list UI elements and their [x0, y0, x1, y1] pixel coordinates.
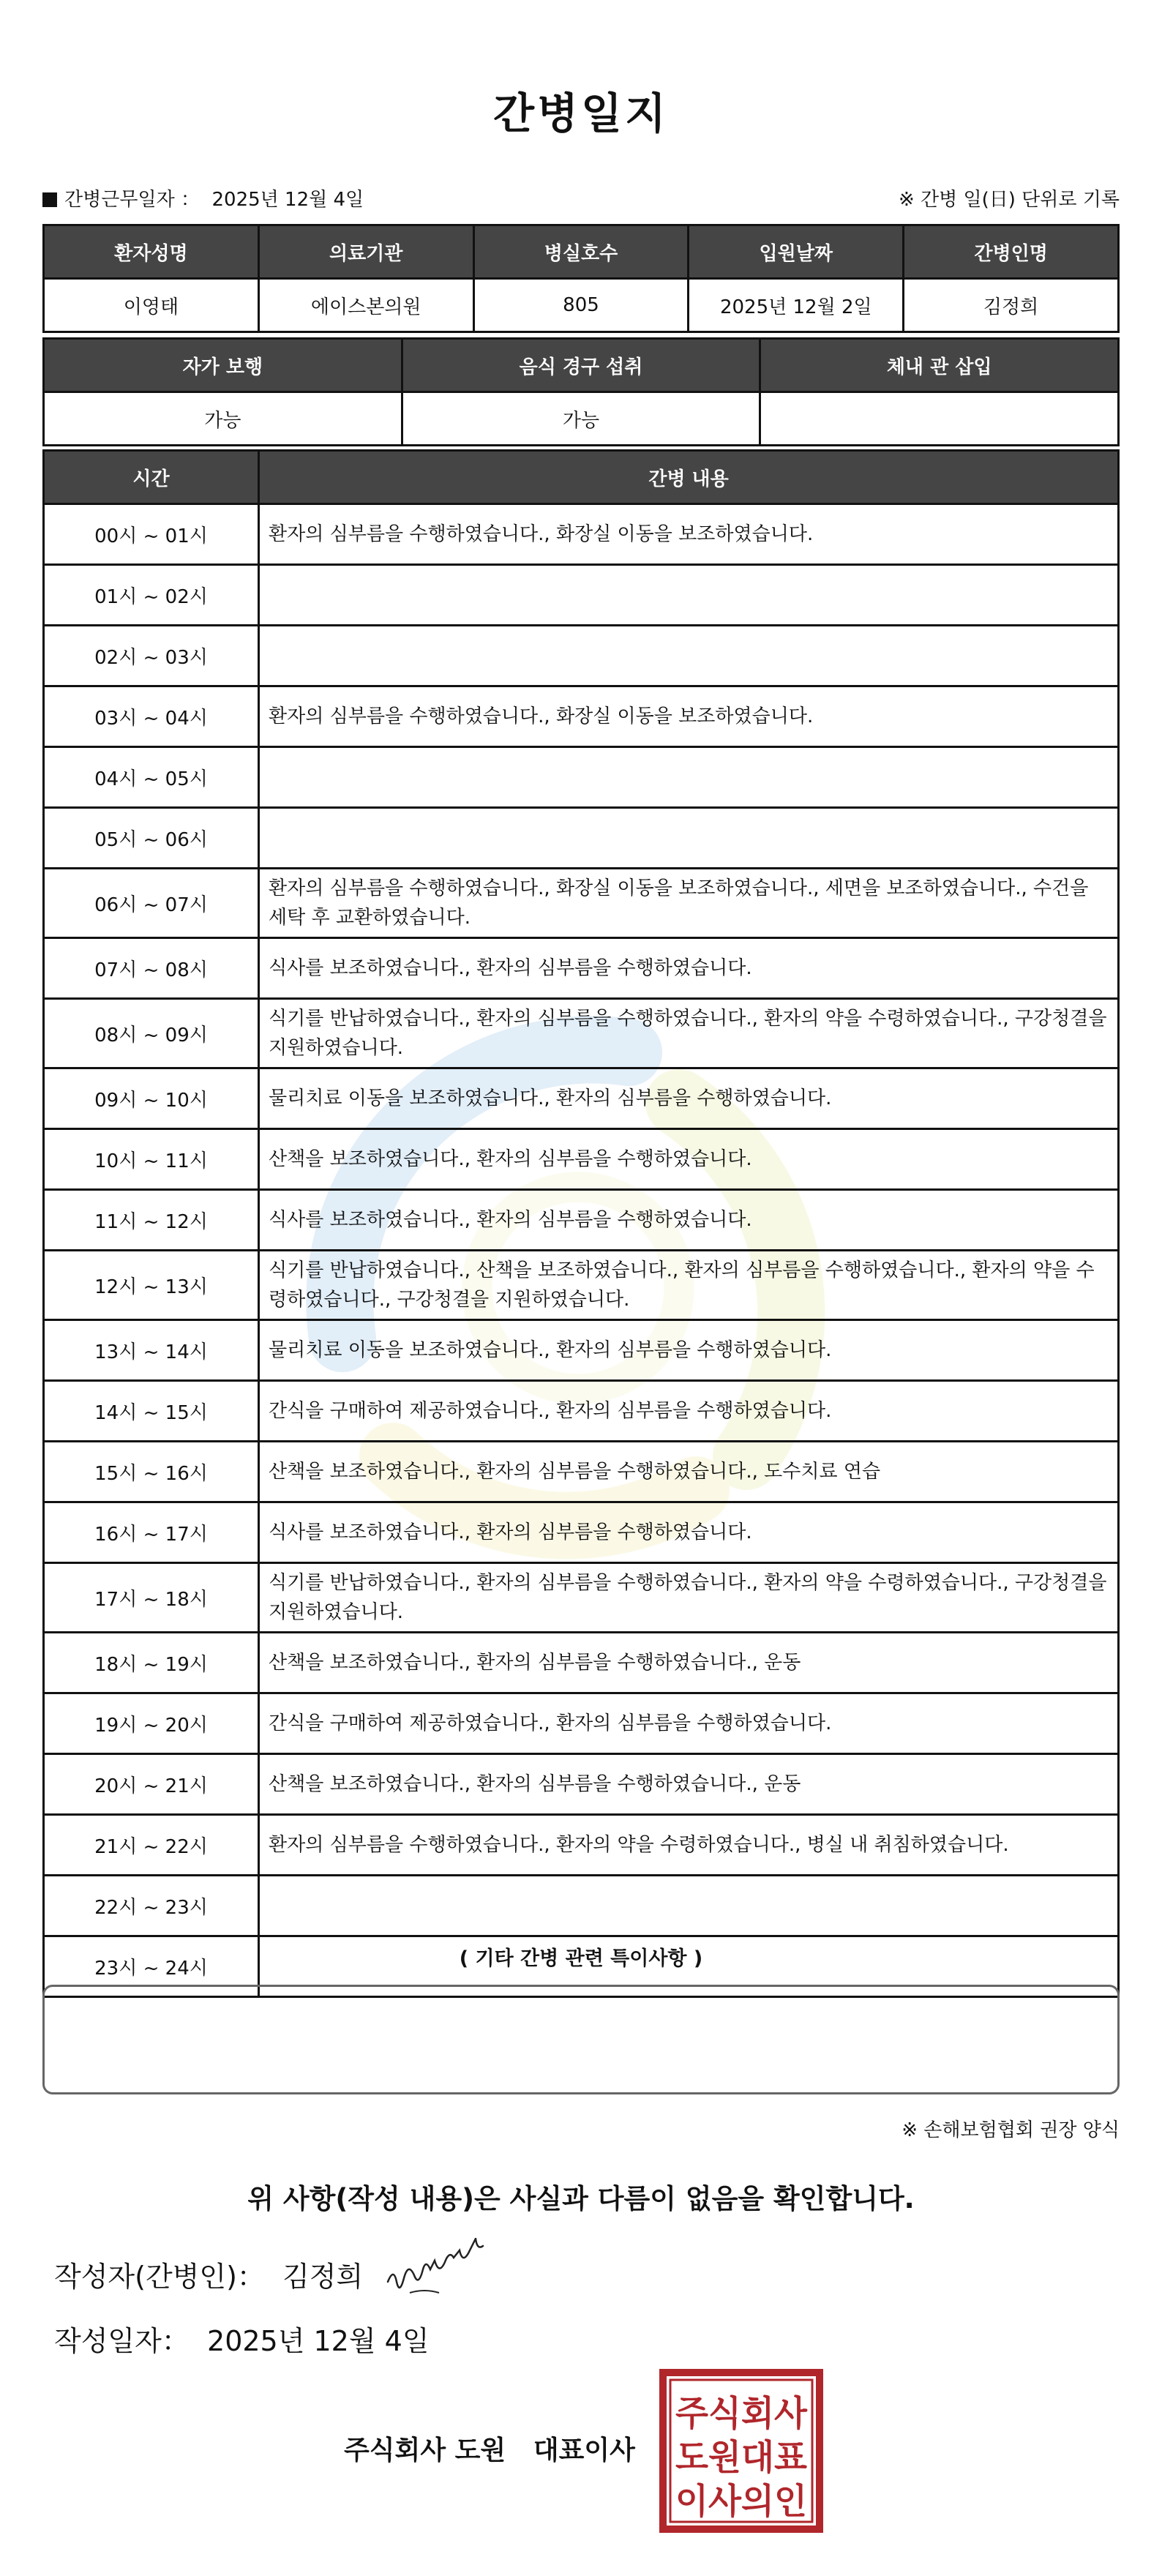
patient-info-table	[42, 224, 1120, 333]
log-content: 식사를 보조하였습니다., 환자의 심부름을 수행하였습니다.	[259, 1502, 1119, 1563]
care-log-table	[42, 449, 1120, 1998]
log-content	[259, 747, 1119, 808]
header-patient-name: 환자성명	[44, 225, 259, 279]
room-number: 805	[473, 279, 689, 332]
table-row	[44, 1381, 1119, 1442]
table-row	[44, 626, 1119, 686]
seal-line-2: 도원대표	[675, 2437, 808, 2478]
log-time: 18시 ~ 19시	[44, 1633, 259, 1693]
company-title: 대표이사	[533, 2435, 635, 2465]
log-time: 12시 ~ 13시	[44, 1251, 259, 1320]
notes-title: ( 기타 간병 관련 특이사항 )	[459, 1947, 703, 1970]
header-tube: 체내 관 삽입	[760, 339, 1119, 392]
log-content: 환자의 심부름을 수행하였습니다., 화장실 이동을 보조하였습니다., 세면을 보조하였습니다., 수건을 세탁 후 교환하였습니다.	[259, 869, 1119, 938]
caregiver-name: 김정희	[904, 279, 1119, 332]
log-content	[259, 565, 1119, 626]
table-row	[44, 1320, 1119, 1381]
writer-name: 김정희	[282, 2261, 364, 2293]
log-content: 산책을 보조하였습니다., 환자의 심부름을 수행하였습니다., 운동	[259, 1754, 1119, 1815]
table-row	[44, 1563, 1119, 1633]
table-row	[44, 1129, 1119, 1190]
log-time: 06시 ~ 07시	[44, 869, 259, 938]
table-row	[44, 1754, 1119, 1815]
work-date-line	[42, 184, 364, 211]
table-row	[44, 999, 1119, 1068]
header-caregiver: 간병인명	[904, 225, 1119, 279]
write-date-line	[54, 2318, 430, 2359]
log-time: 00시 ~ 01시	[44, 504, 259, 565]
log-content: 식사를 보조하였습니다., 환자의 심부름을 수행하였습니다.	[259, 938, 1119, 999]
log-time: 01시 ~ 02시	[44, 565, 259, 626]
log-content: 식기를 반납하였습니다., 환자의 심부름을 수행하였습니다., 환자의 약을 수령하였습니다., 구강청결을 지원하였습니다.	[259, 999, 1119, 1068]
table-row	[44, 686, 1119, 747]
log-content: 간식을 구매하여 제공하였습니다., 환자의 심부름을 수행하였습니다.	[259, 1693, 1119, 1754]
log-content	[259, 626, 1119, 686]
log-time: 03시 ~ 04시	[44, 686, 259, 747]
log-time: 23시 ~ 24시	[44, 1936, 259, 1997]
handwritten-signature	[381, 2238, 505, 2304]
table-row	[44, 808, 1119, 869]
log-time: 10시 ~ 11시	[44, 1129, 259, 1190]
log-time: 22시 ~ 23시	[44, 1876, 259, 1936]
patient-name: 이영태	[44, 279, 259, 332]
confirmation-statement: 위 사항(작성 내용)은 사실과 다름이 없음을 확인합니다.	[247, 2183, 915, 2214]
log-content: 식기를 반납하였습니다., 산책을 보조하였습니다., 환자의 심부름을 수행하였습니다., 환자의 약을 수령하였습니다., 구강청결을 지원하였습니다.	[259, 1251, 1119, 1320]
company-seal-stamp	[659, 2368, 824, 2534]
hospital-name: 에이스본의원	[258, 279, 473, 332]
log-time: 19시 ~ 20시	[44, 1693, 259, 1754]
table-row	[44, 938, 1119, 999]
log-time: 15시 ~ 16시	[44, 1442, 259, 1502]
work-date-label: 간병근무일자 ：	[64, 189, 200, 211]
writer-label: 작성자(간병인)：	[54, 2261, 265, 2293]
log-time: 04시 ~ 05시	[44, 747, 259, 808]
header-time: 시간	[44, 451, 259, 504]
writer-line	[54, 2254, 363, 2294]
association-note: ※ 손해보험협회 권장 양식	[902, 2119, 1120, 2141]
admission-date: 2025년 12월 2일	[689, 279, 904, 332]
header-walking: 자가 보행	[44, 339, 402, 392]
log-content: 물리치료 이동을 보조하였습니다., 환자의 심부름을 수행하였습니다.	[259, 1068, 1119, 1129]
table-row	[44, 1251, 1119, 1320]
header-room: 병실호수	[473, 225, 689, 279]
table-row	[44, 1068, 1119, 1129]
log-time: 02시 ~ 03시	[44, 626, 259, 686]
company-line	[344, 2430, 635, 2467]
table-row	[44, 1815, 1119, 1876]
log-time: 07시 ~ 08시	[44, 938, 259, 999]
log-time: 11시 ~ 12시	[44, 1190, 259, 1251]
table-row	[44, 1693, 1119, 1754]
patient-status-table	[42, 337, 1120, 446]
log-time: 05시 ~ 06시	[44, 808, 259, 869]
log-content: 식기를 반납하였습니다., 환자의 심부름을 수행하였습니다., 환자의 약을 수령하였습니다., 구강청결을 지원하였습니다.	[259, 1563, 1119, 1633]
bullet-square-icon	[42, 192, 57, 207]
table-row	[44, 1190, 1119, 1251]
table-row	[44, 565, 1119, 626]
write-date-label: 작성일자：	[54, 2325, 190, 2357]
log-content: 환자의 심부름을 수행하였습니다., 화장실 이동을 보조하였습니다.	[259, 686, 1119, 747]
company-name: 주식회사 도원	[344, 2435, 506, 2465]
log-content: 간식을 구매하여 제공하였습니다., 환자의 심부름을 수행하였습니다.	[259, 1381, 1119, 1442]
seal-line-3: 이사의인	[675, 2481, 807, 2522]
table-row	[44, 747, 1119, 808]
log-content	[259, 1876, 1119, 1936]
table-row	[44, 1876, 1119, 1936]
header-admission-date: 입원날짜	[689, 225, 904, 279]
log-time: 09시 ~ 10시	[44, 1068, 259, 1129]
log-content	[259, 808, 1119, 869]
oral-intake-value: 가능	[402, 392, 760, 446]
notes-box	[42, 1985, 1120, 2094]
table-row	[44, 1442, 1119, 1502]
log-content: 물리치료 이동을 보조하였습니다., 환자의 심부름을 수행하였습니다.	[259, 1320, 1119, 1381]
log-time: 20시 ~ 21시	[44, 1754, 259, 1815]
log-time: 21시 ~ 22시	[44, 1815, 259, 1876]
write-date-value: 2025년 12월 4일	[207, 2325, 430, 2357]
log-content: 산책을 보조하였습니다., 환자의 심부름을 수행하였습니다., 운동	[259, 1633, 1119, 1693]
header-care-content: 간병 내용	[259, 451, 1119, 504]
page-title: 간병일지	[492, 89, 670, 138]
log-time: 13시 ~ 14시	[44, 1320, 259, 1381]
header-oral-intake: 음식 경구 섭취	[402, 339, 760, 392]
table-row	[44, 504, 1119, 565]
log-content: 환자의 심부름을 수행하였습니다., 환자의 약을 수령하였습니다., 병실 내 취침하였습니다.	[259, 1815, 1119, 1876]
table-row	[44, 1633, 1119, 1693]
walking-value: 가능	[44, 392, 402, 446]
log-time: 16시 ~ 17시	[44, 1502, 259, 1563]
unit-note: ※ 간병 일(日) 단위로 기록	[898, 189, 1120, 211]
log-content: 산책을 보조하였습니다., 환자의 심부름을 수행하였습니다.	[259, 1129, 1119, 1190]
log-time: 14시 ~ 15시	[44, 1381, 259, 1442]
tube-value	[760, 392, 1119, 446]
header-hospital: 의료기관	[258, 225, 473, 279]
table-row	[44, 1502, 1119, 1563]
log-content: 환자의 심부름을 수행하였습니다., 화장실 이동을 보조하였습니다.	[259, 504, 1119, 565]
log-content: 식사를 보조하였습니다., 환자의 심부름을 수행하였습니다.	[259, 1190, 1119, 1251]
log-time: 17시 ~ 18시	[44, 1563, 259, 1633]
table-row	[44, 869, 1119, 938]
seal-line-1: 주식회사	[675, 2393, 808, 2434]
work-date-value: 2025년 12월 4일	[211, 189, 364, 211]
log-time: 08시 ~ 09시	[44, 999, 259, 1068]
log-content: 산책을 보조하였습니다., 환자의 심부름을 수행하였습니다., 도수치료 연습	[259, 1442, 1119, 1502]
